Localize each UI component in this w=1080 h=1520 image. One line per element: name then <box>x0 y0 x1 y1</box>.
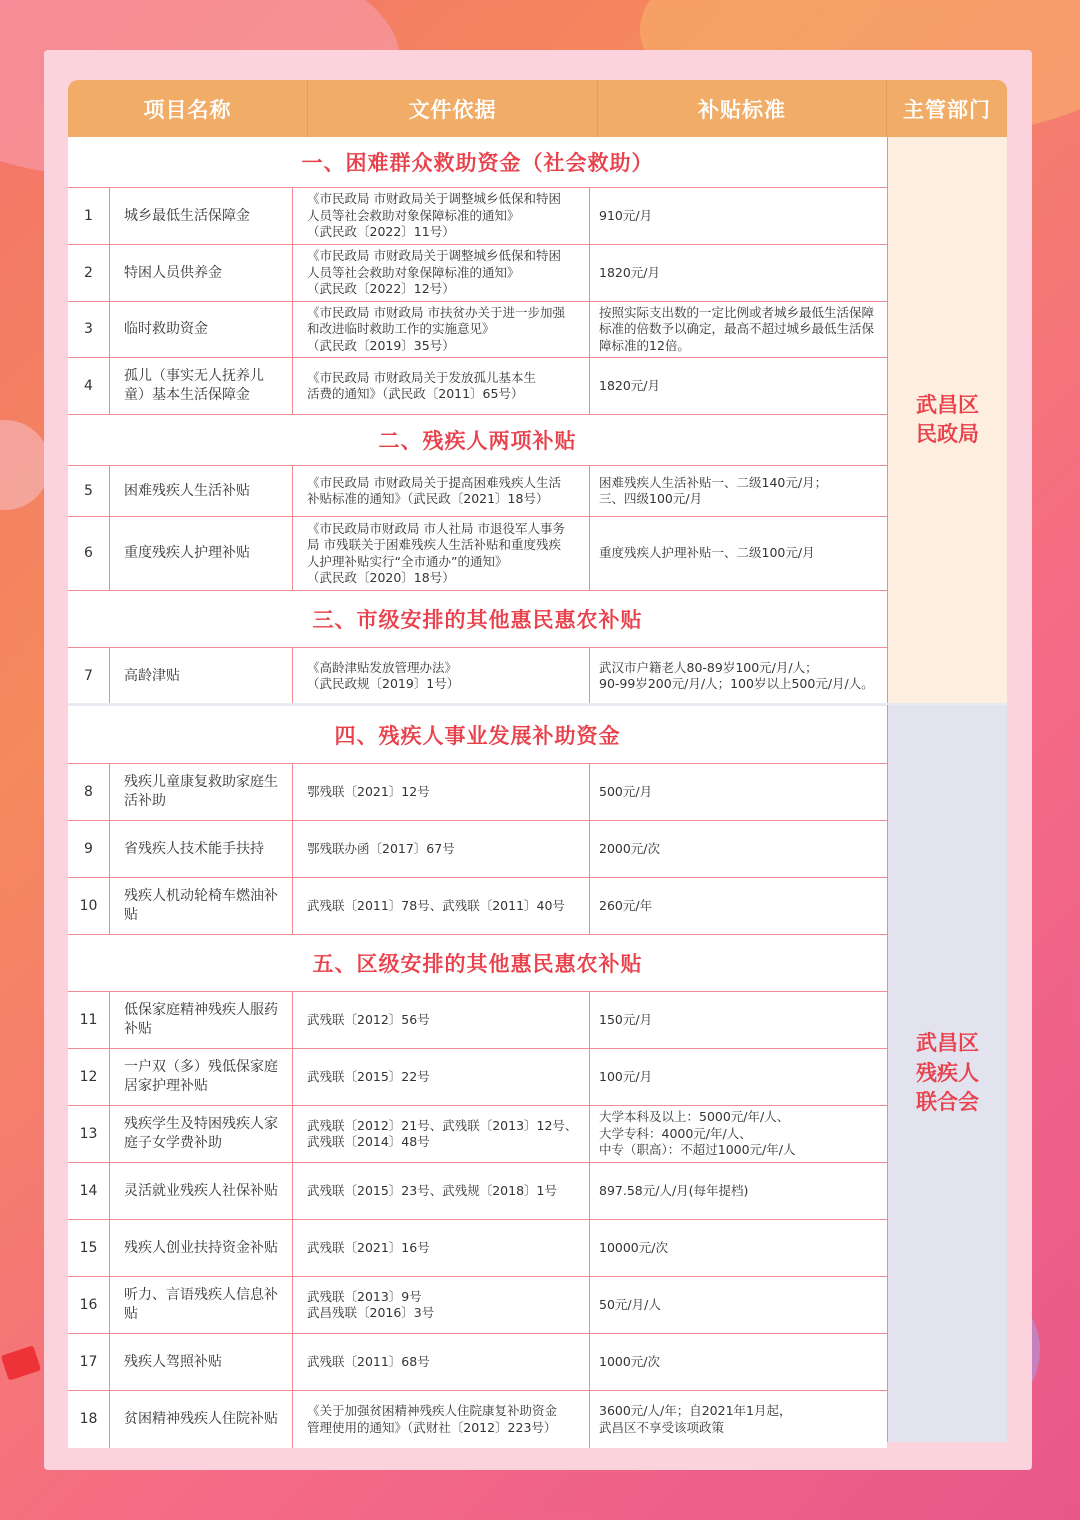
subsidy-standard: 500元/月 <box>599 783 653 799</box>
document-basis: 武残联〔2015〕22号 <box>293 1049 590 1105</box>
subsidy-standard: 897.58元/人/月(每年提档) <box>599 1182 749 1198</box>
table-row <box>68 1106 887 1163</box>
header-department: 主管部门 <box>887 80 1007 137</box>
subsidy-standard: 大学本科及以上：5000元/年/人、 大学专科：4000元/年/人、 中专（职高）：不超过1000元/年/人 <box>599 1109 796 1158</box>
table-row <box>68 1334 887 1391</box>
document-basis: 武残联〔2011〕68号 <box>293 1334 590 1390</box>
row-number: 9 <box>68 821 110 877</box>
subsidy-standard: 100元/月 <box>599 1068 653 1084</box>
row-number: 10 <box>68 878 110 934</box>
section-title: 三、市级安排的其他惠民惠农补贴 <box>312 608 643 632</box>
table-row <box>68 188 887 245</box>
row-number: 13 <box>68 1106 110 1162</box>
table-row <box>68 245 887 302</box>
row-number: 16 <box>68 1277 110 1333</box>
table-row <box>68 466 887 517</box>
project-name: 孤儿（事实无人抚养儿童）基本生活保障金 <box>110 358 293 414</box>
row-number: 12 <box>68 1049 110 1105</box>
row-number: 7 <box>68 648 110 704</box>
row-number: 15 <box>68 1220 110 1276</box>
subsidy-standard: 150元/月 <box>599 1011 653 1027</box>
document-basis: 武残联〔2013〕9号 武昌残联〔2016〕3号 <box>293 1277 590 1333</box>
subsidy-standard: 1000元/次 <box>599 1353 661 1369</box>
subsidy-standard: 10000元/次 <box>599 1239 668 1255</box>
table-header <box>68 80 1007 137</box>
section-title-row <box>68 935 887 992</box>
table-row <box>68 1163 887 1220</box>
project-name: 重度残疾人护理补贴 <box>110 517 293 590</box>
row-number: 17 <box>68 1334 110 1390</box>
subsidy-standard: 按照实际支出数的一定比例或者城乡最低生活保障标准的倍数予以确定，最高不超过城乡最低生活保障标准的12倍。 <box>599 304 875 353</box>
document-basis: 《市民政局 市财政局关于发放孤儿基本生 活费的通知》（武民政〔2011〕65号） <box>293 358 590 414</box>
document-basis: 《市民政局 市财政局关于调整城乡低保和特困 人员等社会救助对象保障标准的通知》 （武民政〔2022〕12号） <box>293 245 590 301</box>
red-envelope-icon <box>1 1345 41 1380</box>
document-basis: 《市民政局 市财政局关于调整城乡低保和特困 人员等社会救助对象保障标准的通知》 （武民政〔2022〕11号） <box>293 188 590 244</box>
project-name: 一户双（多）残低保家庭居家护理补贴 <box>110 1049 293 1105</box>
section-title-row <box>68 137 887 188</box>
section-title-row <box>68 415 887 466</box>
project-name: 贫困精神残疾人住院补贴 <box>110 1391 293 1448</box>
document-basis: 《关于加强贫困精神残疾人住院康复补助资金 管理使用的通知》（武财社〔2012〕223号） <box>293 1391 590 1448</box>
subsidy-standard: 困难残疾人生活补贴一、二级140元/月； 三、四级100元/月 <box>599 474 828 506</box>
table-row <box>68 1391 887 1448</box>
document-basis: 武残联〔2015〕23号、武残规〔2018〕1号 <box>293 1163 590 1219</box>
row-number: 8 <box>68 764 110 820</box>
subsidy-standard: 50元/月/人 <box>599 1296 661 1312</box>
section-title-row <box>68 707 887 764</box>
section-title: 五、区级安排的其他惠民惠农补贴 <box>312 952 643 976</box>
table-row <box>68 517 887 591</box>
project-name: 残疾儿童康复救助家庭生活补助 <box>110 764 293 820</box>
subsidy-standard: 1820元/月 <box>599 264 661 280</box>
header-document-basis: 文件依据 <box>308 80 598 137</box>
table-row <box>68 878 887 935</box>
project-name: 特困人员供养金 <box>110 245 293 301</box>
project-name: 残疾人驾照补贴 <box>110 1334 293 1390</box>
table-body <box>68 137 887 1448</box>
project-name: 城乡最低生活保障金 <box>110 188 293 244</box>
project-name: 省残疾人技术能手扶持 <box>110 821 293 877</box>
row-number: 1 <box>68 188 110 244</box>
document-basis: 武残联〔2011〕78号、武残联〔2011〕40号 <box>293 878 590 934</box>
subsidy-standard: 武汉市户籍老人80-89岁100元/月/人； 90-99岁200元/月/人；100岁以上500元/月/人。 <box>599 659 874 691</box>
document-basis: 《市民政局 市财政局关于提高困难残疾人生活 补贴标准的通知》（武民政〔2021〕18号） <box>293 466 590 516</box>
project-name: 听力、言语残疾人信息补贴 <box>110 1277 293 1333</box>
table-row <box>68 648 887 705</box>
project-name: 残疾人机动轮椅车燃油补贴 <box>110 878 293 934</box>
department-civil-affairs: 武昌区 民政局 <box>887 137 1007 703</box>
section-title: 二、残疾人两项补贴 <box>378 429 577 453</box>
row-number: 6 <box>68 517 110 590</box>
subsidy-standard: 1820元/月 <box>599 377 661 393</box>
document-basis: 武残联〔2021〕16号 <box>293 1220 590 1276</box>
document-basis: 鄂残联〔2021〕12号 <box>293 764 590 820</box>
subsidy-standard: 2000元/次 <box>599 840 661 856</box>
row-number: 2 <box>68 245 110 301</box>
document-basis: 鄂残联办函〔2017〕67号 <box>293 821 590 877</box>
subsidy-standard: 260元/年 <box>599 897 653 913</box>
table-row <box>68 764 887 821</box>
section-title: 一、困难群众救助资金（社会救助） <box>301 151 654 175</box>
document-basis: 武残联〔2012〕56号 <box>293 992 590 1048</box>
table-row <box>68 992 887 1049</box>
table-row <box>68 302 887 358</box>
project-name: 低保家庭精神残疾人服药补贴 <box>110 992 293 1048</box>
table-row <box>68 1049 887 1106</box>
subsidy-standard: 3600元/人/年；自2021年1月起， 武昌区不享受该项政策 <box>599 1403 792 1435</box>
row-number: 14 <box>68 1163 110 1219</box>
group-divider <box>68 703 1007 706</box>
table-row <box>68 358 887 415</box>
subsidy-table <box>68 80 1007 1442</box>
department-disabled-federation: 武昌区 残疾人 联合会 <box>887 705 1007 1442</box>
row-number: 18 <box>68 1391 110 1448</box>
subsidy-standard: 910元/月 <box>599 207 653 223</box>
row-number: 3 <box>68 302 110 357</box>
section-title-row <box>68 591 887 648</box>
project-name: 灵活就业残疾人社保补贴 <box>110 1163 293 1219</box>
document-basis: 《市民政局 市财政局 市扶贫办关于进一步加强 和改进临时救助工作的实施意见》 （武民政〔2019〕35号） <box>293 302 590 357</box>
header-subsidy-standard: 补贴标准 <box>598 80 887 137</box>
project-name: 残疾学生及特困残疾人家庭子女学费补助 <box>110 1106 293 1162</box>
project-name: 高龄津贴 <box>110 648 293 704</box>
table-row <box>68 821 887 878</box>
document-basis: 武残联〔2012〕21号、武残联〔2013〕12号、 武残联〔2014〕48号 <box>293 1106 590 1162</box>
header-project-name: 项目名称 <box>68 80 308 137</box>
section-title: 四、残疾人事业发展补助资金 <box>334 724 621 748</box>
row-number: 4 <box>68 358 110 414</box>
table-row <box>68 1220 887 1277</box>
row-number: 5 <box>68 466 110 516</box>
row-number: 11 <box>68 992 110 1048</box>
background-blob <box>0 420 50 510</box>
project-name: 困难残疾人生活补贴 <box>110 466 293 516</box>
document-basis: 《高龄津贴发放管理办法》 （武民政规〔2019〕1号） <box>293 648 590 704</box>
project-name: 残疾人创业扶持资金补贴 <box>110 1220 293 1276</box>
project-name: 临时救助资金 <box>110 302 293 357</box>
document-basis: 《市民政局市财政局 市人社局 市退役军人事务 局 市残联关于困难残疾人生活补贴和重度残疾 人护理补贴实行“全市通办”的通知》 （武民政〔2020〕18号） <box>293 517 590 590</box>
subsidy-standard: 重度残疾人护理补贴一、二级100元/月 <box>599 545 815 561</box>
table-row <box>68 1277 887 1334</box>
